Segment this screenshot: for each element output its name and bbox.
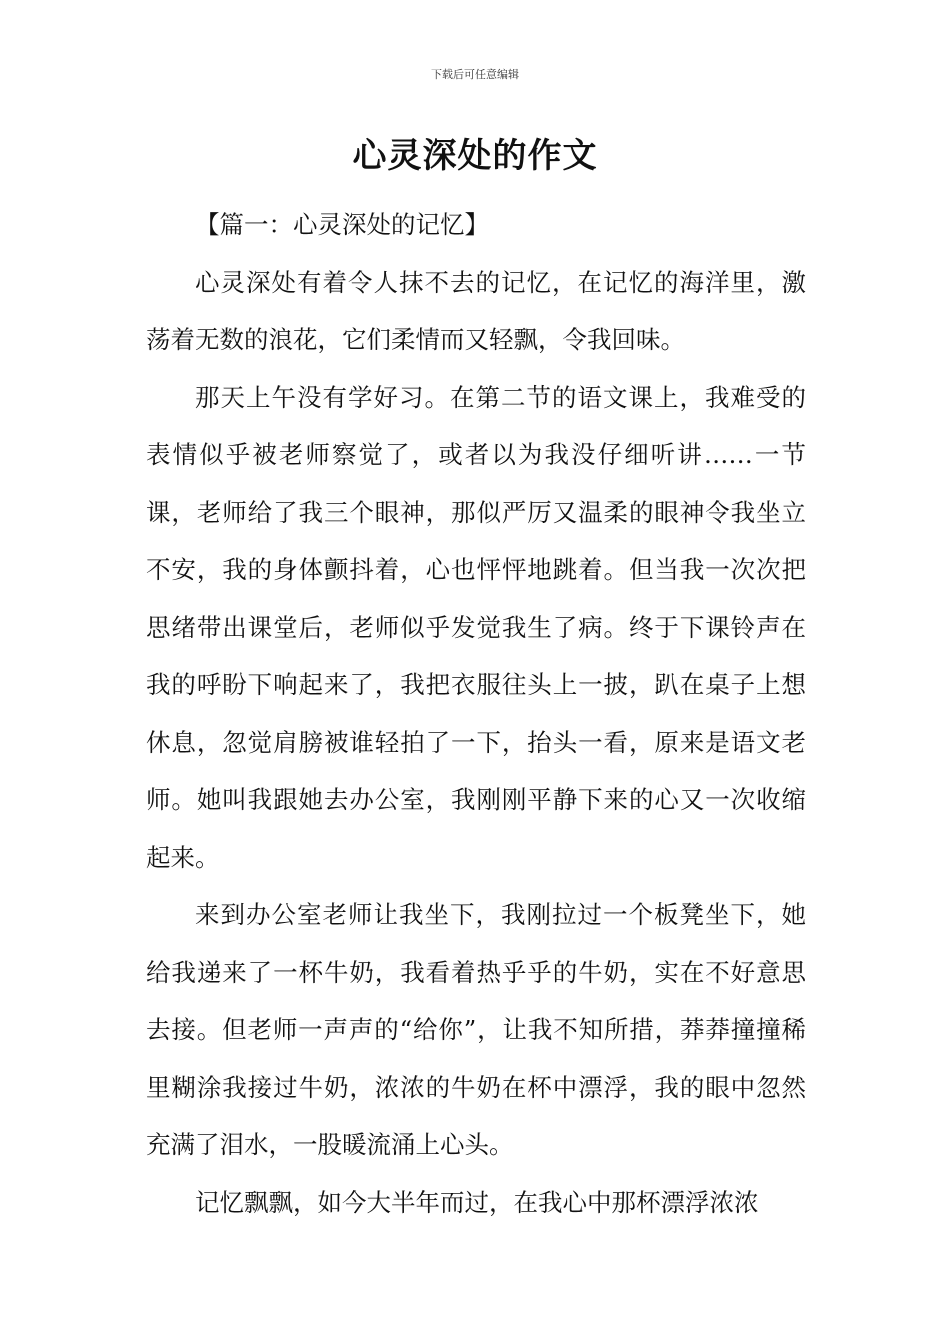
document-title: 心灵深处的作文 (352, 136, 598, 176)
document-body (146, 196, 806, 1231)
paragraph: 心灵深处有着令人抹不去的记忆，在记忆的海洋里，激荡着无数的浪花，它们柔情而又轻飘，令我回味。 (146, 267, 806, 354)
header-note: 下载后可任意编辑 (431, 68, 519, 81)
paragraph: 来到办公室老师让我坐下，我刚拉过一个板凳坐下，她给我递来了一杯牛奶，我看着热乎乎的牛奶，实在不好意思去接。但老师一声声的“给你”，让我不知所措，莽莽撞撞稀里糊涂我接过牛奶，浓浓的牛奶在杯中漂浮，我的眼中忽然充满了泪水，一股暖流涌上心头。 (146, 900, 806, 1159)
paragraph: 记忆飘飘，如今大半年而过，在我心中那杯漂浮浓浓 (195, 1187, 759, 1217)
section-heading: 【篇一：心灵深处的记忆】 (195, 210, 489, 239)
paragraph: 那天上午没有学好习。在第二节的语文课上，我难受的表情似乎被老师察觉了，或者以为我没仔细听讲……一节课，老师给了我三个眼神，那似严厉又温柔的眼神令我坐立不安，我的身体颤抖着，心也怦怦地跳着。但当我一次次把思绪带出课堂后，老师似乎发觉我生了病。终于下课铃声在我的呼盼下响起来了，我把衣服往头上一披，趴在桌子上想休息，忽觉肩膀被谁轻拍了一下，抬头一看，原来是语文老师。她叫我跟她去办公室，我刚刚平静下来的心又一次收缩起来。 (146, 382, 806, 872)
